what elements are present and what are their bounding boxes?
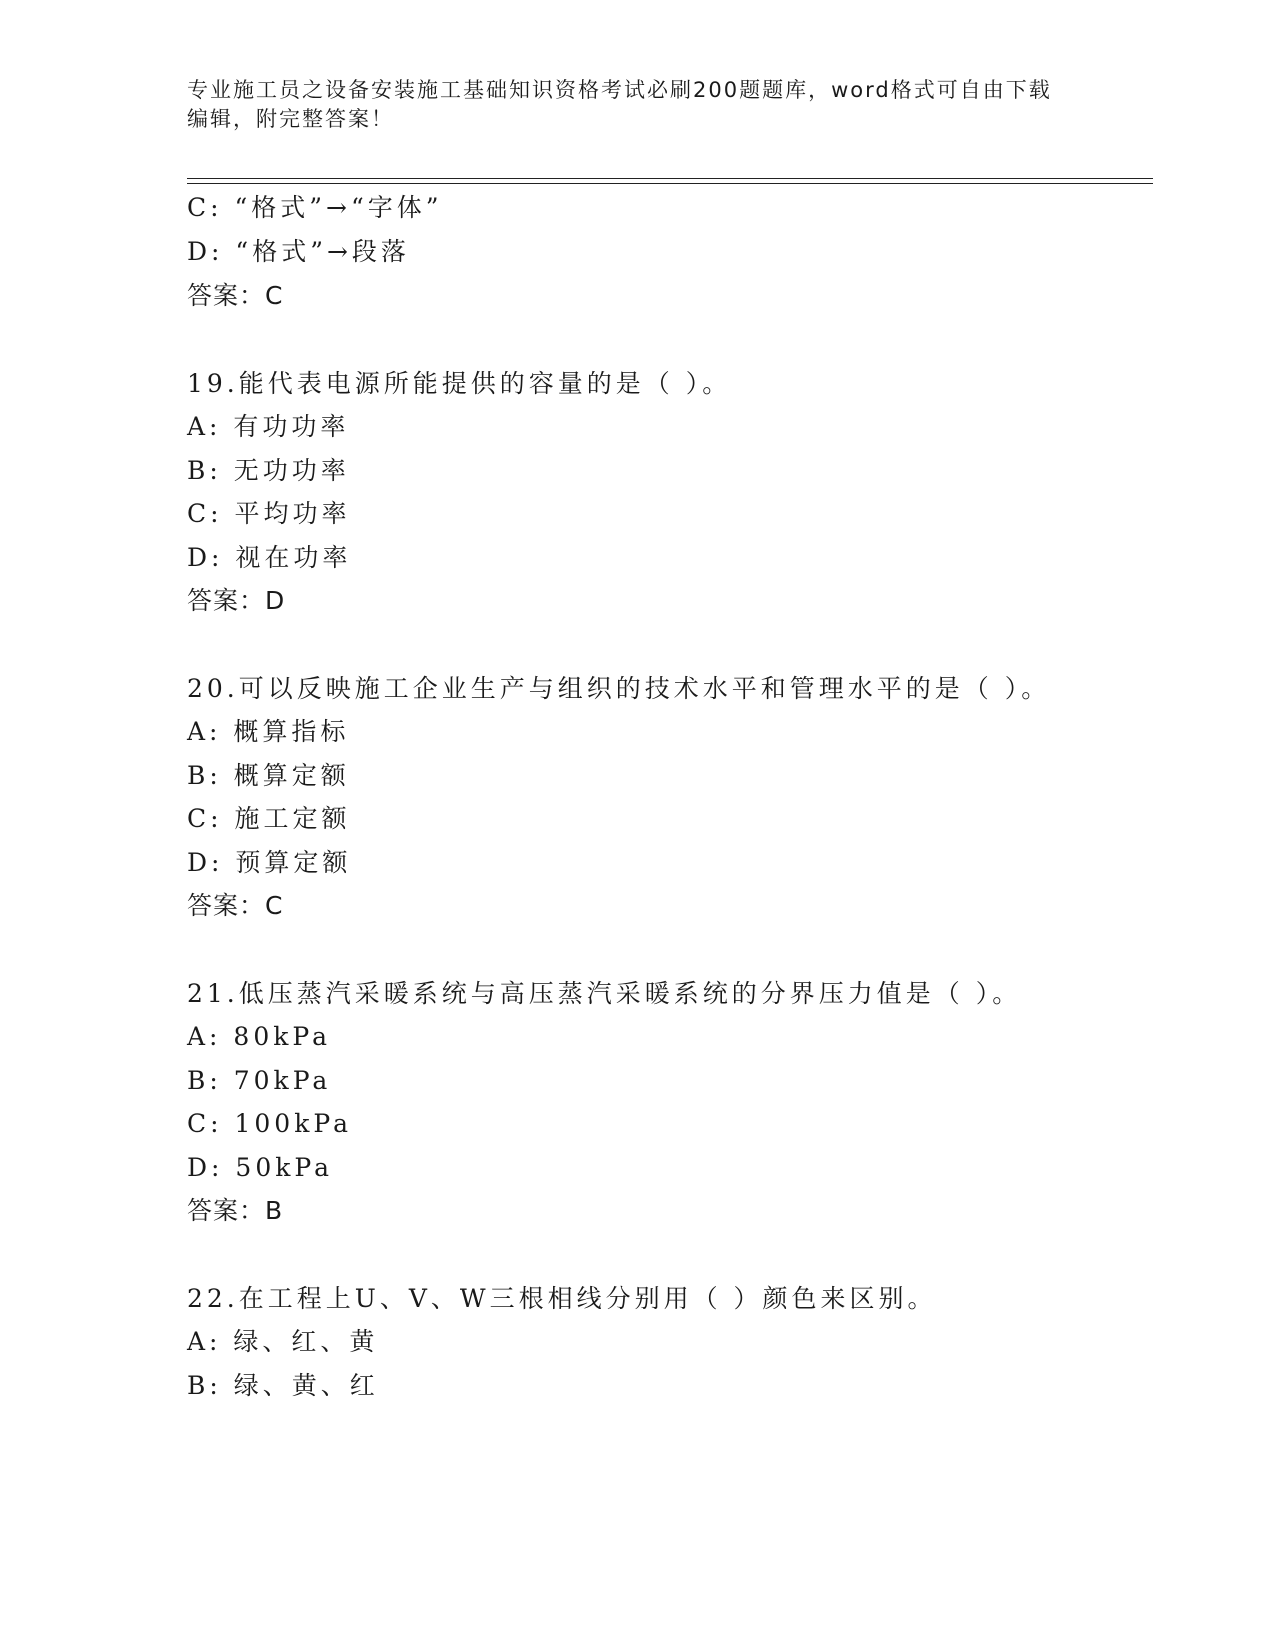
option-a: A: 有功功率 — [187, 412, 350, 441]
document-header: 专业施工员之设备安装施工基础知识资格考试必刷200题题库，word格式可自由下载编辑，附完整答案！ — [187, 78, 1052, 131]
option-b: B: 无功功率 — [187, 456, 350, 485]
answer-line: 答案：C — [187, 281, 284, 310]
header-divider-top — [187, 178, 1153, 179]
option-b: B: 概算定额 — [187, 761, 350, 790]
answer-line: 答案：D — [187, 586, 286, 615]
answer-line: 答案：B — [187, 1196, 284, 1225]
option-b: B: 绿、黄、红 — [187, 1371, 379, 1400]
option-d: D: “格式”→段落 — [187, 237, 410, 266]
option-a: A: 80kPa — [187, 1022, 331, 1051]
question-stem: 19.能代表电源所能提供的容量的是（ ）。 — [187, 369, 732, 398]
question-stem: 20.可以反映施工企业生产与组织的技术水平和管理水平的是（ ）。 — [187, 674, 1051, 703]
question-stem: 21.低压蒸汽采暖系统与高压蒸汽采暖系统的分界压力值是（ ）。 — [187, 979, 1022, 1008]
question-stem: 22.在工程上U、V、W三根相线分别用（ ）颜色来区别。 — [187, 1284, 937, 1313]
option-c: C: 施工定额 — [187, 804, 351, 833]
option-c: C: 100kPa — [187, 1109, 352, 1138]
option-b: B: 70kPa — [187, 1066, 332, 1095]
answer-line: 答案：C — [187, 891, 284, 920]
option-c: C: 平均功率 — [187, 499, 351, 528]
option-a: A: 绿、红、黄 — [187, 1327, 379, 1356]
option-c: C: “格式”→“字体” — [187, 193, 443, 222]
option-a: A: 概算指标 — [187, 717, 350, 746]
option-d: D: 视在功率 — [187, 543, 352, 572]
option-d: D: 预算定额 — [187, 848, 352, 877]
option-d: D: 50kPa — [187, 1153, 333, 1182]
header-divider-bottom — [187, 183, 1153, 184]
